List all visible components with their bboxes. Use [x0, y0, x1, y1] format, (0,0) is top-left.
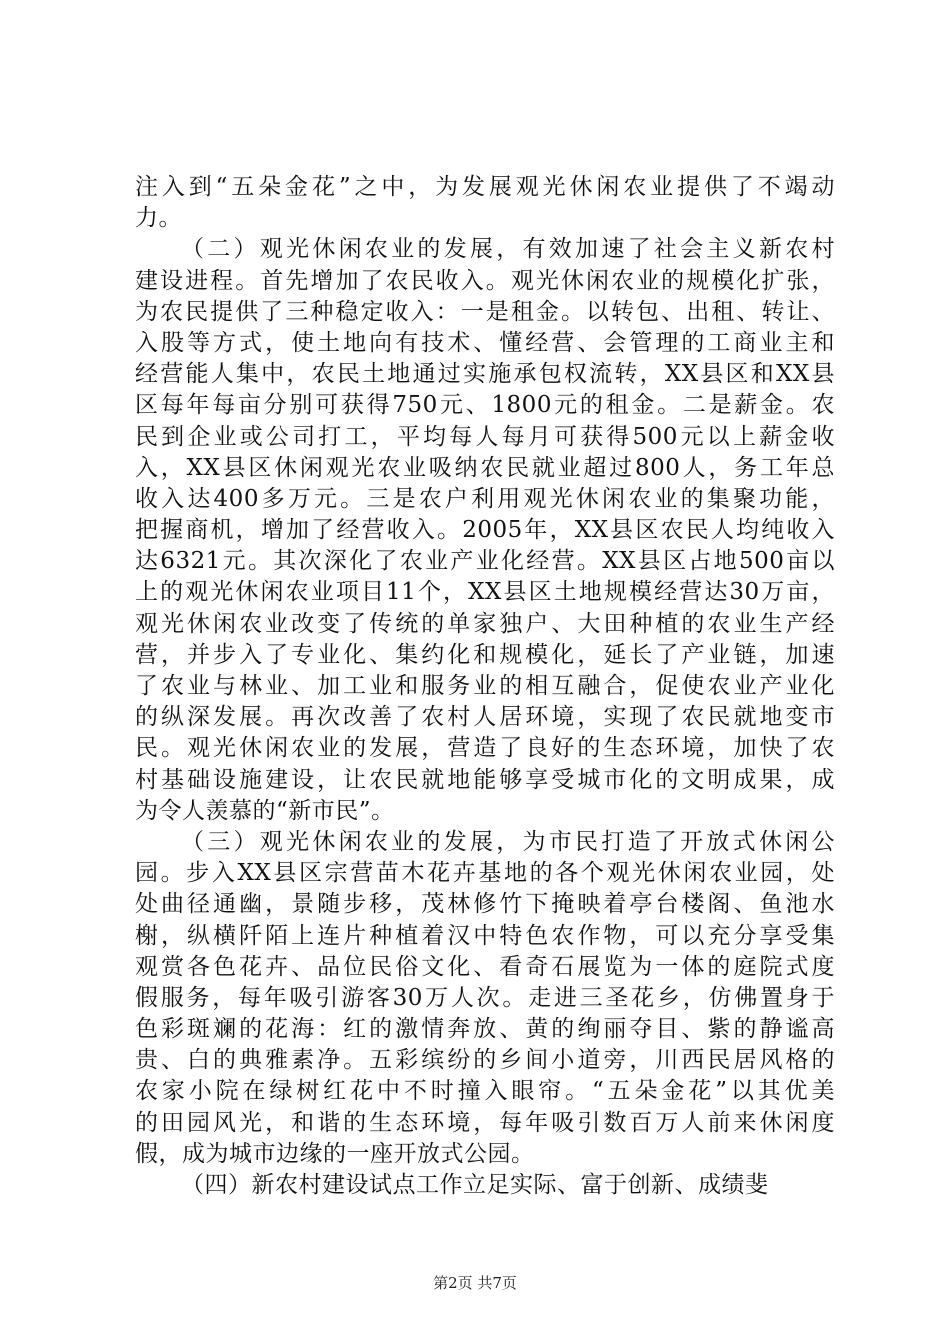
- paragraph: [135, 172, 835, 234]
- paragraph: [135, 827, 835, 1170]
- text-line: 入，XX县区休闲观光农业吸纳农民就业超过800人，务工年总: [135, 454, 835, 481]
- text-line: （二）观光休闲农业的发展，有效加速了社会主义新农村: [181, 236, 835, 263]
- text-line: 建设进程。首先增加了农民收入。观光休闲农业的规模化扩张，: [135, 267, 835, 294]
- body-text: [135, 172, 835, 1201]
- text-line: 的纵深发展。再次改善了农村人居环境，实现了农民就地变市: [135, 704, 835, 731]
- text-line: 观赏各色花卉、品位民俗文化、看奇石展览为一体的庭院式度: [135, 953, 835, 980]
- text-line: 的田园风光，和谐的生态环境，每年吸引数百万人前来休闲度: [135, 1109, 835, 1136]
- text-line: 色彩斑斓的花海：红的激情奔放、黄的绚丽夺目、紫的静谧高: [135, 1016, 835, 1043]
- paragraph: [135, 1170, 835, 1201]
- text-line: 为农民提供了三种稳定收入：一是租金。以转包、出租、转让、: [135, 298, 835, 325]
- paragraph: [135, 234, 835, 827]
- text-line: 收入达400多万元。三是农户利用观光休闲农业的集聚功能，: [135, 485, 835, 512]
- text-line: 园。步入XX县区宗营苗木花卉基地的各个观光休闲农业园，处: [135, 860, 835, 887]
- text-line: 注入到“五朵金花”之中，为发展观光休闲农业提供了不竭动: [135, 174, 835, 200]
- text-line: 为令人羡慕的“新市民”。: [135, 797, 395, 824]
- text-line: 了农业与林业、加工业和服务业的相互融合，促使农业产业化: [135, 673, 835, 699]
- text-line: 假服务，每年吸引游客30万人次。走进三圣花乡，仿佛置身于: [135, 984, 835, 1011]
- text-line: 经营能人集中，农民土地通过实施承包权流转，XX县区和XX县: [135, 361, 835, 388]
- text-line: 处曲径通幽，景随步移，茂林修竹下掩映着亭台楼阁、鱼池水: [135, 891, 835, 918]
- text-line: 观光休闲农业改变了传统的单家独户、大田种植的农业生产经: [135, 610, 835, 637]
- text-line: 农家小院在绿树红花中不时撞入眼帘。“五朵金花”以其优美: [135, 1078, 835, 1105]
- text-line: 榭，纵横阡陌上连片种植着汉中特色农作物，可以充分享受集: [135, 922, 835, 949]
- text-line: 民到企业或公司打工，平均每人每月可获得500元以上薪金收: [135, 423, 835, 450]
- text-line: 上的观光休闲农业项目11个，XX县区土地规模经营达30万亩，: [135, 579, 835, 606]
- text-line: 假，成为城市边缘的一座开放式公园。: [135, 1140, 535, 1167]
- text-line: 贵、白的典雅素净。五彩缤纷的乡间小道旁，川西民居风格的: [135, 1047, 835, 1074]
- text-line: 村基础设施建设，让农民就地能够享受城市化的文明成果，成: [135, 766, 835, 793]
- text-line: 入股等方式，使土地向有技术、懂经营、会管理的工商业主和: [135, 329, 835, 356]
- text-line: 区每年每亩分别可获得750元、1800元的租金。二是薪金。农: [135, 392, 835, 419]
- text-line: 达6321元。其次深化了农业产业化经营。XX县区占地500亩以: [135, 548, 835, 575]
- text-line: （四）新农村建设试点工作立足实际、富于创新、成绩斐: [181, 1172, 769, 1198]
- text-line: 民。观光休闲农业的发展，营造了良好的生态环境，加快了农: [135, 735, 835, 762]
- text-line: （三）观光休闲农业的发展，为市民打造了开放式休闲公: [181, 828, 835, 855]
- page-footer: 第2页 共7页: [433, 1274, 517, 1292]
- text-line: 力。: [135, 205, 182, 232]
- text-line: 把握商机，增加了经营收入。2005年，XX县区农民人均纯收入: [135, 517, 835, 544]
- text-line: 营，并步入了专业化、集约化和规模化，延长了产业链，加速: [135, 641, 835, 668]
